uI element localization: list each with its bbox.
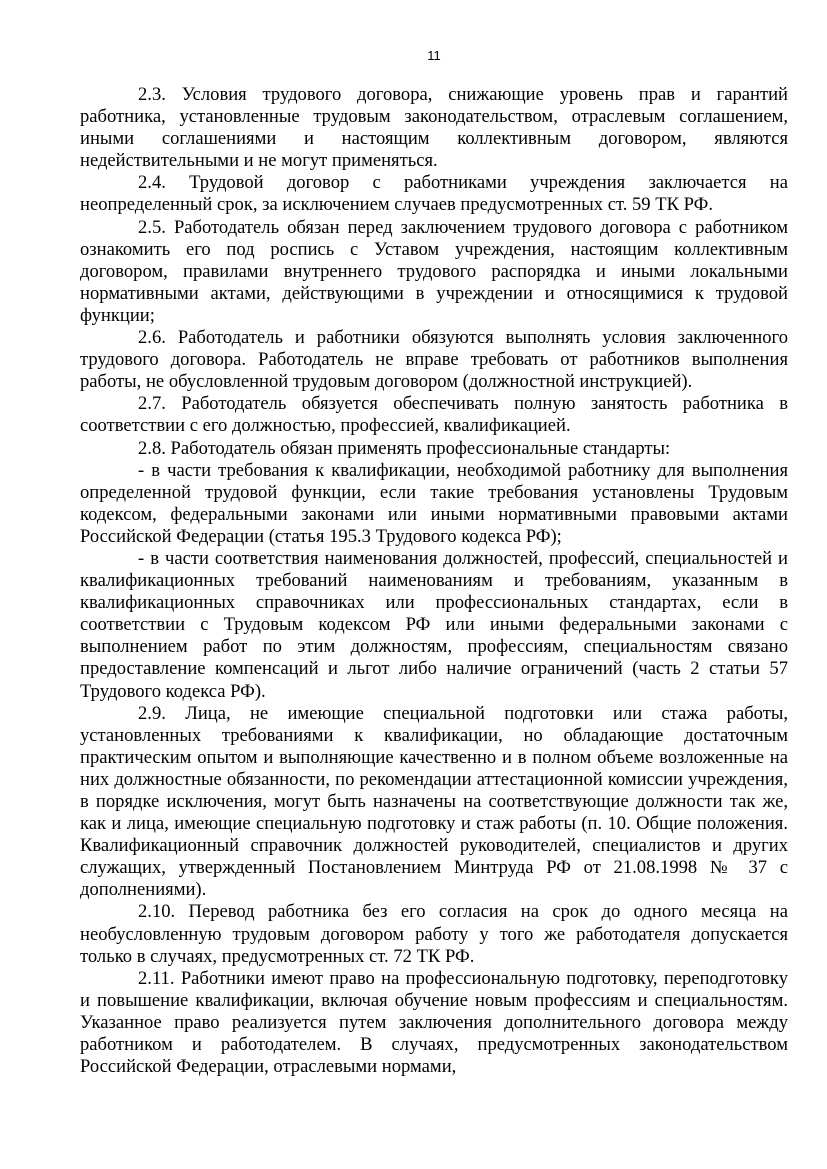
document-page xyxy=(80,48,788,1078)
paragraph-2-9: 2.9. Лица, не имеющие специальной подготовки или стажа работы, установленных требованиями к квалификации, но обладающие достаточным практическим опытом и выполняющие качественно и в полном объеме возложенные на них должностные обязанности, по рекомендации аттестационной комиссии учреждения, в порядке исключения, могут быть назначены на соответствующие должности так же, как и лица, имеющие специальную подготовку и стаж работы (п. 10. Общие положения. Квалификационный справочник должностей руководителей, специалистов и других служащих, утвержденный Постановлением Минтруда РФ от 21.08.1998 № 37 с дополнениями). xyxy=(80,702,788,901)
paragraph-2-8: 2.8. Работодатель обязан применять профессиональные стандарты: xyxy=(138,437,671,459)
paragraph-2-3: 2.3. Условия трудового договора, снижающие уровень прав и гарантий работника, установленные трудовым законодательством, отраслевым соглашением, иными соглашениями и настоящим коллективным договором, являются недействительными и не могут применяться. xyxy=(80,84,788,172)
bullet-item-positions: - в части соответствия наименования должностей, профессий, специальностей и квалификационных требований наименованиям и требованиям, указанным в квалификационных справочниках или профессиональных стандартах, если в соответствии с Трудовым кодексом РФ или иными федеральными законами с выполнением работ по этим должностям, профессиям, специальностям связано предоставление компенсаций и льгот либо наличие ограничений (часть 2 статьи 57 Трудового кодекса РФ). xyxy=(80,547,788,702)
paragraph-2-7: 2.7. Работодатель обязуется обеспечивать полную занятость работника в соответствии с его должностью, профессией, квалификацией. xyxy=(80,393,788,437)
paragraph-2-6: 2.6. Работодатель и работники обязуются выполнять условия заключенного трудового договора. Работодатель не вправе требовать от работников выполнения работы, не обусловленной трудовым договором (должностной инструкцией). xyxy=(80,327,788,393)
paragraph-2-10: 2.10. Перевод работника без его согласия на срок до одного месяца на необусловленную трудовым договором работу у того же работодателя допускается только в случаях, предусмотренных ст. 72 ТК РФ. xyxy=(80,901,788,967)
page-number: 11 xyxy=(427,48,441,63)
paragraph-2-5: 2.5. Работодатель обязан перед заключением трудового договора с работником ознакомить его под роспись с Уставом учреждения, настоящим коллективным договором, правилами внутреннего трудового распорядка и иными локальными нормативными актами, действующими в учреждении и относящимися к трудовой функции; xyxy=(80,216,788,326)
bullet-item-qualification: - в части требования к квалификации, необходимой работнику для выполнения определенной трудовой функции, если такие требования установлены Трудовым кодексом, федеральными законами или иными нормативными правовыми актами Российской Федерации (статья 195.3 Трудового кодекса РФ); xyxy=(80,459,788,547)
paragraph-2-4: 2.4. Трудовой договор с работниками учреждения заключается на неопределенный срок, за исключением случаев предусмотренных ст. 59 ТК РФ. xyxy=(80,172,788,216)
paragraph-2-11: 2.11. Работники имеют право на профессиональную подготовку, переподготовку и повышение квалификации, включая обучение новым профессиям и специальностям. Указанное право реализуется путем заключения дополнительного договора между работником и работодателем. В случаях, предусмотренных законодательством Российской Федерации, отраслевыми нормами, xyxy=(80,967,788,1078)
